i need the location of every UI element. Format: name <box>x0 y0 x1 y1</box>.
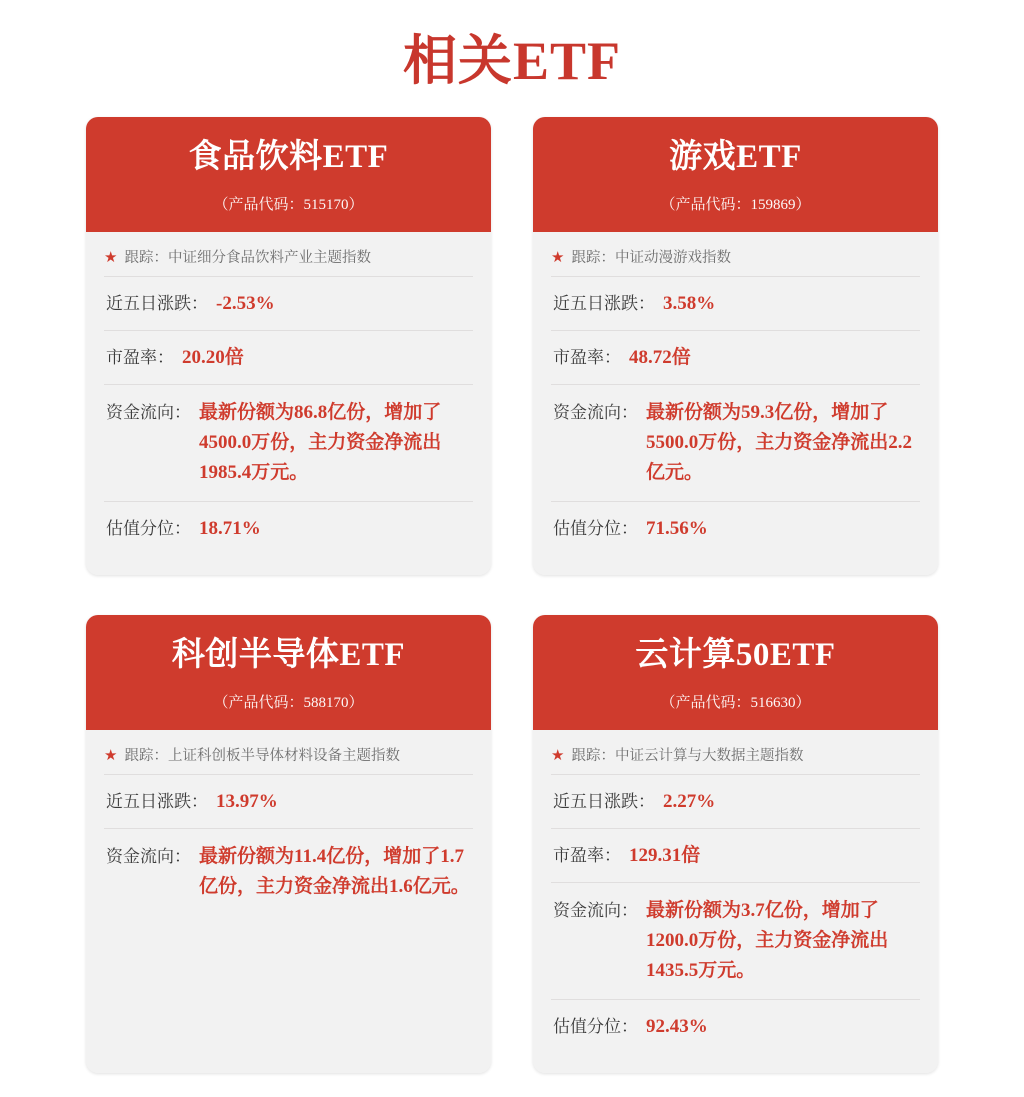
etf-fund-flow-row <box>551 385 920 502</box>
etf-fund-flow-value: 最新份额为3.7亿份，增加了1200.0万份，主力资金净流出1435.5万元。 <box>646 899 889 981</box>
etf-code <box>96 691 481 712</box>
etf-name: 游戏ETF <box>669 139 802 175</box>
etf-five-day-row <box>551 277 920 331</box>
etf-code-prefix: （产品代码： <box>213 694 304 711</box>
etf-five-day-label: 近五日涨跌： <box>106 293 208 313</box>
etf-pe-row <box>104 331 473 385</box>
etf-pe-value: 129.31倍 <box>629 844 701 866</box>
etf-valuation-value: 18.71% <box>199 517 261 539</box>
etf-code-suffix: ） <box>795 196 811 213</box>
etf-track-label: 跟踪： <box>571 249 615 266</box>
etf-fund-flow-value: 最新份额为59.3亿份，增加了5500.0万份，主力资金净流出2.2亿元。 <box>646 401 913 483</box>
etf-pe-row <box>551 331 920 385</box>
etf-track-row <box>104 746 473 775</box>
etf-fund-flow-label: 资金流向： <box>106 402 191 422</box>
etf-valuation-label: 估值分位： <box>106 518 191 538</box>
etf-pe-value: 48.72倍 <box>629 346 691 368</box>
etf-fund-flow-label: 资金流向： <box>553 900 638 920</box>
etf-code-prefix: （产品代码： <box>660 694 751 711</box>
etf-five-day-label: 近五日涨跌： <box>106 791 208 811</box>
etf-card[interactable] <box>86 117 491 575</box>
etf-fund-flow-row <box>104 829 473 915</box>
etf-track-row <box>551 248 920 277</box>
etf-five-day-row <box>551 775 920 829</box>
etf-track-value: 中证云计算与大数据主题指数 <box>614 747 804 764</box>
etf-pe-label: 市盈率： <box>553 845 621 865</box>
etf-five-day-label: 近五日涨跌： <box>553 293 655 313</box>
star-icon: ★ <box>551 249 565 266</box>
etf-card-body <box>86 232 491 575</box>
etf-card-header <box>533 615 938 730</box>
etf-track-text <box>571 248 731 268</box>
etf-valuation-label: 估值分位： <box>553 1016 638 1036</box>
etf-track-row <box>104 248 473 277</box>
etf-card-grid <box>0 117 1024 1073</box>
star-icon: ★ <box>104 747 118 764</box>
etf-fund-flow-label: 资金流向： <box>106 846 191 866</box>
etf-track-text <box>124 248 371 268</box>
etf-five-day-row <box>104 775 473 829</box>
etf-card-body <box>533 730 938 1073</box>
etf-valuation-row <box>551 1000 920 1053</box>
etf-code-suffix: ） <box>795 694 811 711</box>
etf-fund-flow-value: 最新份额为11.4亿份，增加了1.7亿份，主力资金净流出1.6亿元。 <box>199 845 470 897</box>
etf-valuation-value: 92.43% <box>646 1015 708 1037</box>
etf-code-value: 515170 <box>303 196 349 213</box>
etf-track-value: 上证科创板半导体材料设备主题指数 <box>167 747 400 764</box>
etf-five-day-row <box>104 277 473 331</box>
etf-five-day-value: 2.27% <box>663 790 716 812</box>
etf-fund-flow-row <box>551 883 920 1000</box>
etf-code-prefix: （产品代码： <box>213 196 304 213</box>
etf-track-value: 中证细分食品饮料产业主题指数 <box>167 249 371 266</box>
etf-track-value: 中证动漫游戏指数 <box>614 249 731 266</box>
etf-code <box>96 193 481 214</box>
etf-fund-flow-row <box>104 385 473 502</box>
etf-fund-flow-value: 最新份额为86.8亿份，增加了4500.0万份，主力资金净流出1985.4万元。 <box>199 401 442 483</box>
etf-track-text <box>571 746 803 766</box>
etf-card-header <box>86 117 491 232</box>
etf-code-suffix: ） <box>348 694 364 711</box>
etf-valuation-row <box>104 502 473 555</box>
etf-code-suffix: ） <box>348 196 364 213</box>
page-title: 相关ETF <box>402 31 622 91</box>
star-icon: ★ <box>104 249 118 266</box>
etf-code-prefix: （产品代码： <box>660 196 751 213</box>
etf-five-day-value: -2.53% <box>216 292 275 314</box>
etf-card-header <box>86 615 491 730</box>
etf-code <box>543 193 928 214</box>
etf-fund-flow-label: 资金流向： <box>553 402 638 422</box>
etf-track-label: 跟踪： <box>124 747 168 764</box>
etf-card-body <box>533 232 938 575</box>
etf-card[interactable] <box>533 117 938 575</box>
etf-pe-label: 市盈率： <box>106 347 174 367</box>
etf-name: 云计算50ETF <box>635 636 836 673</box>
etf-five-day-label: 近五日涨跌： <box>553 791 655 811</box>
etf-card-body <box>86 730 491 1073</box>
etf-pe-label: 市盈率： <box>553 347 621 367</box>
etf-card[interactable] <box>86 615 491 1073</box>
etf-track-row <box>551 746 920 775</box>
etf-pe-row <box>551 829 920 883</box>
etf-valuation-label: 估值分位： <box>553 518 638 538</box>
etf-valuation-row <box>551 502 920 555</box>
etf-name: 食品饮料ETF <box>188 139 389 175</box>
etf-track-label: 跟踪： <box>124 249 168 266</box>
etf-pe-value: 20.20倍 <box>182 346 244 368</box>
etf-code-value: 516630 <box>750 694 796 711</box>
etf-track-label: 跟踪： <box>571 747 615 764</box>
etf-code-value: 588170 <box>303 694 349 711</box>
etf-card-header <box>533 117 938 232</box>
etf-five-day-value: 3.58% <box>663 292 716 314</box>
star-icon: ★ <box>551 747 565 764</box>
etf-track-text <box>124 746 400 766</box>
etf-card[interactable] <box>533 615 938 1073</box>
etf-code <box>543 691 928 712</box>
etf-name: 科创半导体ETF <box>171 636 406 673</box>
etf-five-day-value: 13.97% <box>216 790 278 812</box>
etf-valuation-value: 71.56% <box>646 517 708 539</box>
etf-code-value: 159869 <box>750 196 796 213</box>
